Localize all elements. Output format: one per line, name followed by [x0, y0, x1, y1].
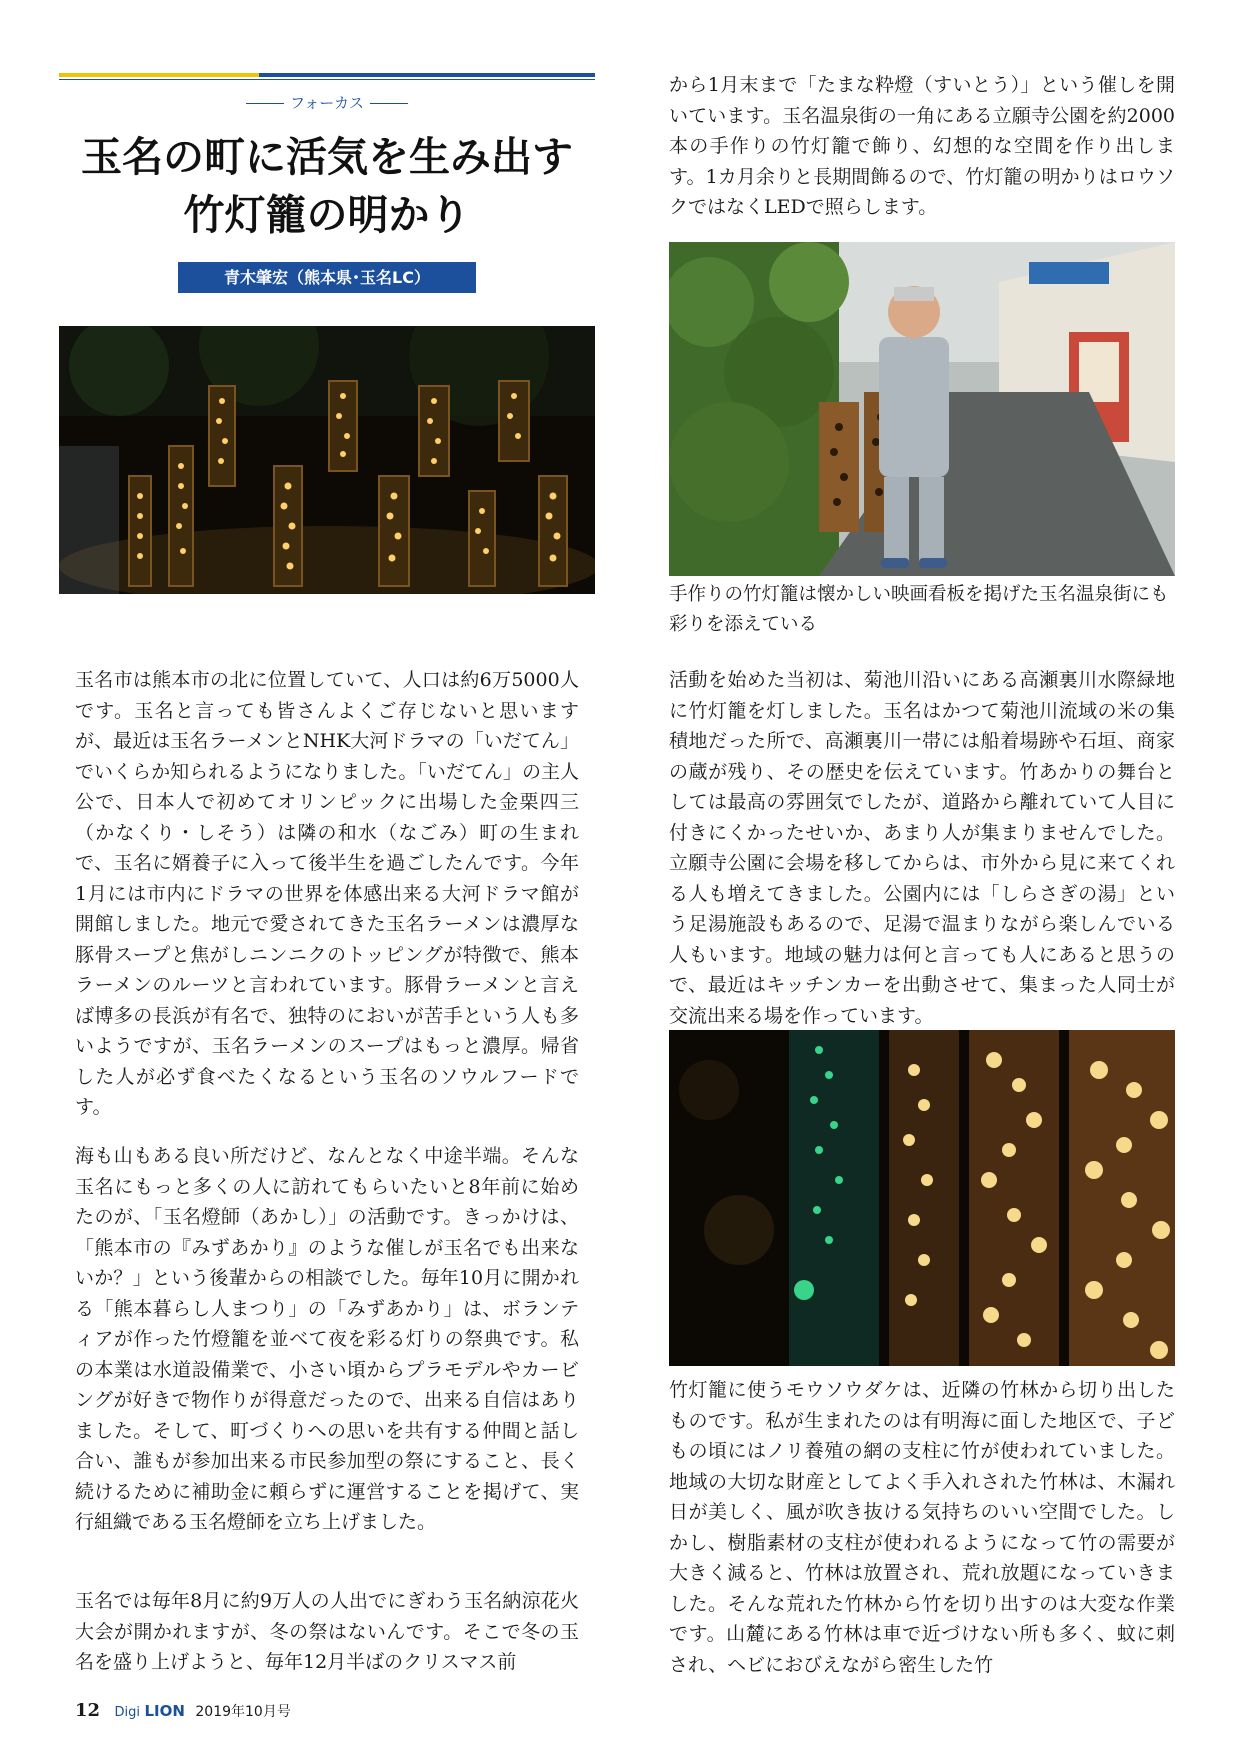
photo-caption: 手作りの竹灯籠は懐かしい映画看板を掲げた玉名温泉街にも彩りを添えている — [669, 584, 1169, 635]
body-left-paragraph-2: 海も山もある良い所だけど、なんとなく中途半端。そんな玉名にもっと多くの人に訪れてもらいたいと8年前に始めたのが、「玉名燈師（あかし）」の活動です。きっかけは、「熊本市の『みずあかり』のような催しが玉名でも出来ないか？」という後輩からの相談でした。毎年10月に開かれる「熊本暮らし人まつり」の「みずあかり」は、ボランティアが作った竹燈籠を並べて夜を彩る灯りの祭典です。私の本業は水道設備業で、小さい頃からプラモデルやカービングが好きで物作りが得意だったので、出来る自信はありました。そして、町づくりへの思いを共有する仲間と話し合い、誰もが参加出来る市民参加型の祭にすること、長く続けるために補助金に頼らずに運営することを掲げて、実行組織である玉名燈師を立ち上げました。 — [75, 1145, 579, 1533]
header-rule-blue — [259, 73, 595, 77]
body-left-paragraph-1: 玉名市は熊本市の北に位置していて、人口は約6万5000人です。玉名と言っても皆さんよくご存じないと思いますが、最近は玉名ラーメンとNHK大河ドラマの「いだてん」でいくらか知られるようになりました。「いだてん」の主人公で、日本人で初めてオリンピックに出場した金栗四三（かなくり・しそう）は隣の和水（なごみ）町の生まれで、玉名に婿養子に入って後半生を過ごしたんです。今年1月には市内にドラマの世界を体感出来る大河ドラマ館が開館しました。地元で愛されてきた玉名ラーメンは濃厚な豚骨スープと焦がしニンニクのトッピングが特徴で、熊本ラーメンのルーツと言われています。豚骨ラーメンと言えば博多の長浜が有名で、独特のにおいが苦手という人も多いようですが、玉名ラーメンのスープはもっと濃厚。帰省した人が必ず食べたくなるという玉名のソウルフードです。 — [75, 669, 579, 1118]
body-right-paragraph-3: 竹灯籠に使うモウソウダケは、近隣の竹林から切り出したものです。私が生まれたのは有明海に面した地区で、子どもの頃にはノリ養殖の網の支柱に竹が使われていました。地域の大切な財産としてよく手入れされた竹林は、木漏れ日が美しく、風が吹き抜ける気持ちのいい空間でした。しかし、樹脂素材の支柱が使われるようになって竹の需要が大きく減ると、竹林は放置され、荒れ放題になっていきました。そんな荒れた竹林から竹を切り出すのは大変な作業です。山麓にある竹林は車で近づけない所も多く、蚊に刺され、ヘビにおびえながら密生した竹 — [669, 1379, 1175, 1676]
article-title — [59, 128, 595, 244]
category-dash-right — [370, 103, 408, 104]
photo-bamboo-lanterns-night — [59, 326, 595, 594]
author-badge: 青木肇宏（熊本県･玉名LC） — [178, 262, 476, 293]
title-line-2: 竹灯籠の明かり — [183, 191, 471, 239]
category-dash-left — [246, 103, 284, 104]
issue-date: 2019年10月号 — [195, 1704, 291, 1720]
page-footer — [75, 1700, 291, 1721]
brand-name: LION — [144, 1702, 185, 1720]
title-line-1: 玉名の町に活気を生み出す — [81, 133, 573, 181]
body-right-paragraph-1: から1月末まで「たまな粋燈（すいとう）」という催しを開いています。玉名温泉街の一角にある立願寺公園を約2000本の手作りの竹灯籠で飾り、幻想的な空間を作り出します。1カ月余りと長期間飾るので、竹灯籠の明かりはロウソクではなくLEDで照らします。 — [669, 74, 1175, 218]
category-label: フォーカス — [290, 94, 364, 112]
body-right-paragraph-2: 活動を始めた当初は、菊池川沿いにある高瀬裏川水際緑地に竹灯籠を灯しました。玉名はかつて菊池川流域の米の集積地だった所で、高瀬裏川一帯には船着場跡や石垣、商家の蔵が残り、その歴史を伝えています。竹あかりの舞台としては最高の雰囲気でしたが、道路から離れていて人目に付きにくかったせいか、あまり人が集まりませんでした。立願寺公園に会場を移してからは、市外から見に来てくれる人も増えてきました。公園内には「しらさぎの湯」という足湯施設もあるので、足湯で温まりながら楽しんでいる人もいます。地域の魅力は何と言っても人にあると思うので、最近はキッチンカーを出動させて、集まった人同士が交流出来る場を作っています。 — [669, 669, 1175, 1027]
photo-man-street-lanterns — [669, 242, 1175, 576]
header-rule-yellow — [59, 73, 259, 77]
photo-lantern-closeup — [669, 1030, 1175, 1366]
page-number: 12 — [75, 1700, 101, 1721]
brand-prefix: Digi — [114, 1705, 141, 1720]
body-left-paragraph-3: 玉名では毎年8月に約9万人の人出でにぎわう玉名納涼花火大会が開かれますが、冬の祭はないんです。そこで冬の玉名を盛り上げようと、毎年12月半ばのクリスマス前 — [75, 1590, 579, 1673]
header-rule — [59, 73, 595, 81]
section-category — [59, 92, 595, 113]
header-rule-thin — [59, 79, 595, 80]
